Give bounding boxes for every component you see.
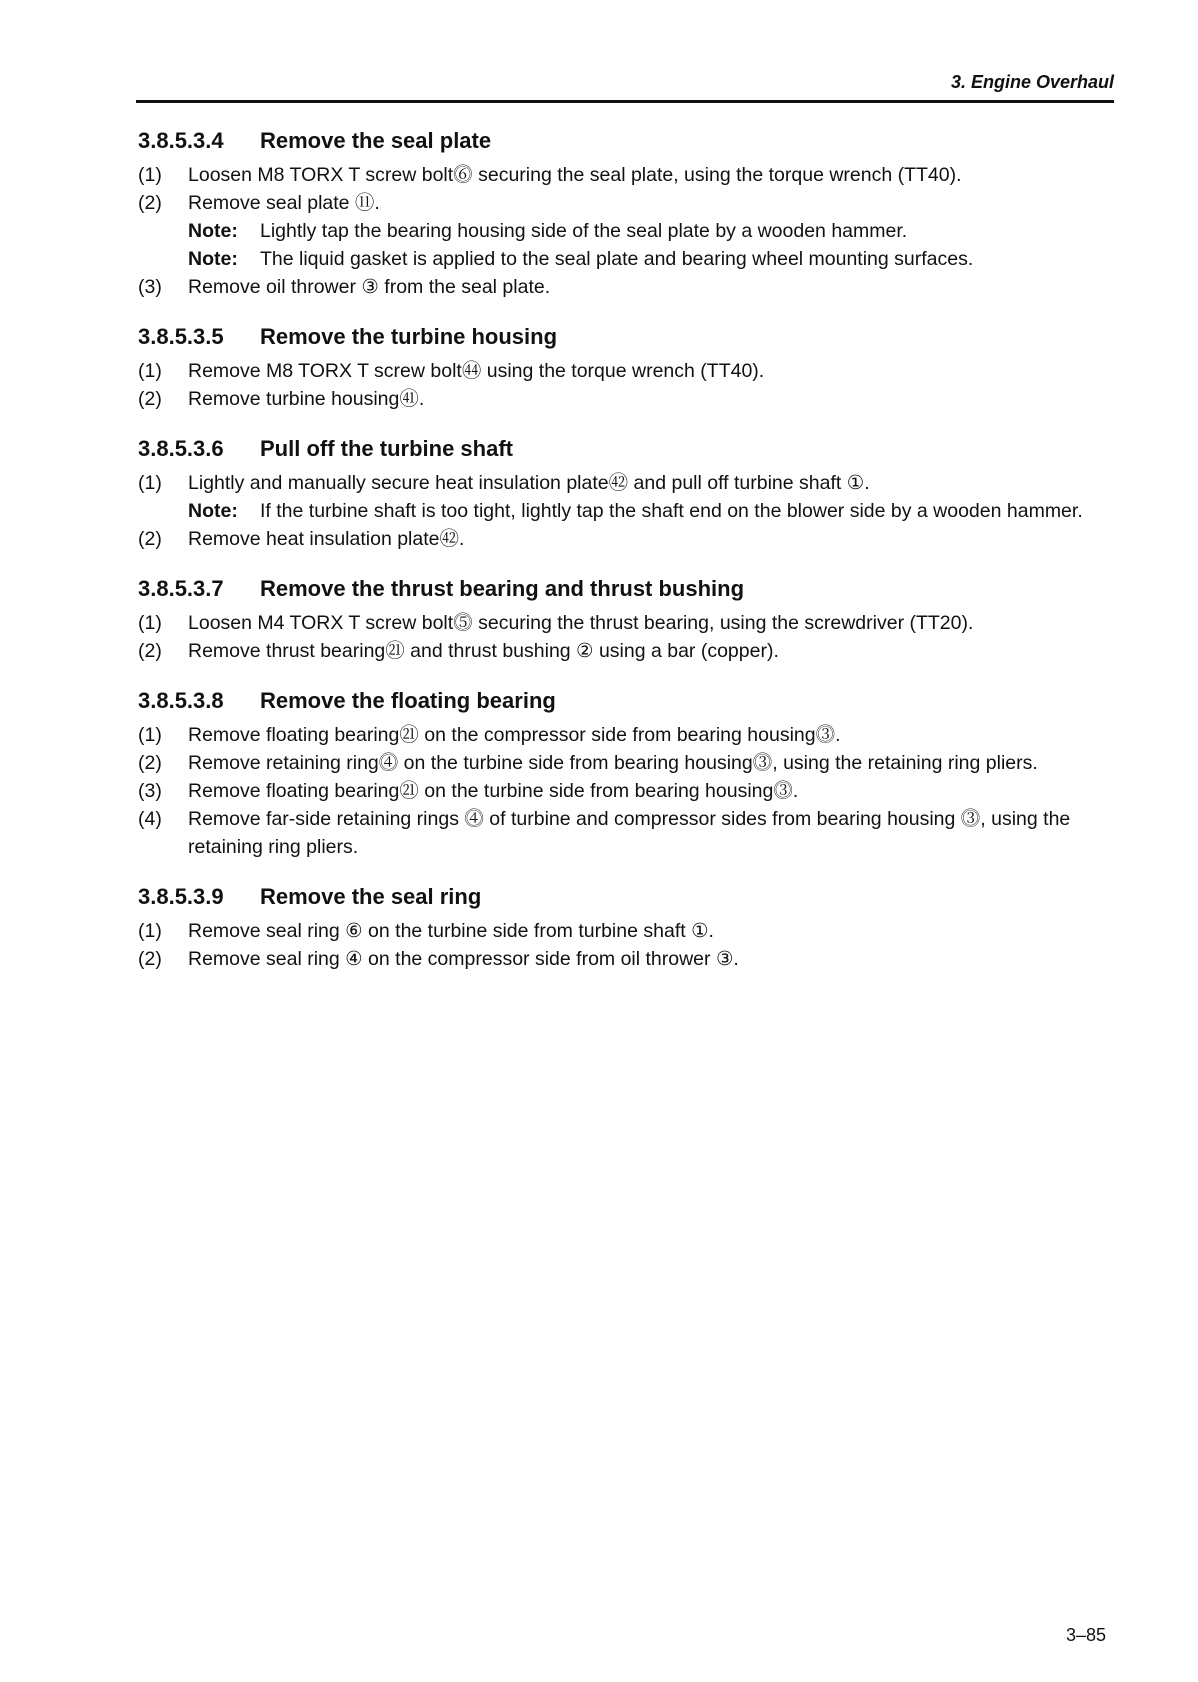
step-text: Lightly and manually secure heat insulation plate㊷ and pull off turbine shaft ①. — [188, 472, 870, 494]
step — [138, 637, 1118, 665]
section-heading: Remove the thrust bearing and thrust bushing — [260, 576, 745, 601]
section-title — [138, 434, 1118, 464]
section-heading: Remove the seal ring — [260, 884, 482, 909]
section-heading: Remove the seal plate — [260, 128, 492, 153]
note-text: Lightly tap the bearing housing side of the seal plate by a wooden hammer. — [260, 220, 908, 242]
section — [138, 322, 1118, 413]
step-text: Remove far-side retaining rings ⓸ of turbine and compressor sides from bearing housing ⓷, using the retaining ring pliers. — [188, 808, 1071, 858]
step — [138, 385, 1118, 413]
step — [138, 525, 1118, 553]
step-number: (3) — [138, 780, 162, 802]
step — [138, 273, 1118, 301]
step-body — [188, 357, 1118, 385]
step-body — [188, 945, 1118, 973]
step — [138, 749, 1118, 777]
step — [138, 189, 1118, 273]
step-text: Remove thrust bearing㉑ and thrust bushing ② using a bar (copper). — [188, 640, 779, 662]
note-text: The liquid gasket is applied to the seal plate and bearing wheel mounting surfaces. — [260, 248, 974, 270]
section-number: 3.8.5.3.8 — [138, 688, 224, 713]
step-body — [188, 273, 1118, 301]
section-title — [138, 882, 1118, 912]
step-text: Remove seal ring ⑥ on the turbine side from turbine shaft ①. — [188, 920, 714, 942]
step — [138, 945, 1118, 973]
step-body — [188, 637, 1118, 665]
step — [138, 721, 1118, 749]
step-number: (1) — [138, 724, 162, 746]
step-number: (1) — [138, 360, 162, 382]
step-number: (2) — [138, 528, 162, 550]
step-number: (2) — [138, 948, 162, 970]
section — [138, 434, 1118, 553]
section — [138, 574, 1118, 665]
step-text: Loosen M4 TORX T screw bolt⓹ securing the thrust bearing, using the screwdriver (TT20). — [188, 612, 974, 634]
step — [138, 917, 1118, 945]
step-number: (1) — [138, 164, 162, 186]
step-body — [188, 805, 1118, 861]
document-body — [138, 126, 1118, 994]
step-number: (2) — [138, 192, 162, 214]
note-label: Note: — [188, 248, 238, 270]
step — [138, 777, 1118, 805]
section-number: 3.8.5.3.6 — [138, 436, 224, 461]
step-body — [188, 721, 1118, 749]
step — [138, 609, 1118, 637]
section-number: 3.8.5.3.4 — [138, 128, 224, 153]
section — [138, 686, 1118, 861]
step — [138, 469, 1118, 525]
section-number: 3.8.5.3.9 — [138, 884, 224, 909]
step-number: (4) — [138, 808, 162, 830]
step-body — [188, 469, 1118, 525]
section-heading: Remove the floating bearing — [260, 688, 556, 713]
section-title — [138, 574, 1118, 604]
section-title — [138, 322, 1118, 352]
section-number: 3.8.5.3.5 — [138, 324, 224, 349]
step-text: Remove seal plate ⑪. — [188, 192, 380, 214]
step-text: Remove seal ring ④ on the compressor side from oil thrower ③. — [188, 948, 739, 970]
chapter-title: 3. Engine Overhaul — [950, 72, 1114, 92]
section — [138, 126, 1118, 301]
step-text: Remove heat insulation plate㊷. — [188, 528, 465, 550]
note — [188, 217, 1118, 245]
note-text: If the turbine shaft is too tight, lightly tap the shaft end on the blower side by a wooden hammer. — [260, 500, 1083, 522]
step-text: Remove retaining ring⓸ on the turbine side from bearing housing⓷, using the retaining ring pliers. — [188, 752, 1038, 774]
step-text: Remove floating bearing㉑ on the compressor side from bearing housing⓷. — [188, 724, 841, 746]
section-heading: Pull off the turbine shaft — [260, 436, 513, 461]
step-number: (1) — [138, 612, 162, 634]
step-body — [188, 777, 1118, 805]
page-header — [136, 70, 1114, 103]
step-number: (3) — [138, 276, 162, 298]
step — [138, 161, 1118, 189]
step-number: (1) — [138, 472, 162, 494]
section-title — [138, 686, 1118, 716]
step-body — [188, 385, 1118, 413]
step-body — [188, 525, 1118, 553]
section-title — [138, 126, 1118, 156]
section-heading: Remove the turbine housing — [260, 324, 558, 349]
note — [188, 245, 1118, 273]
step-number: (2) — [138, 752, 162, 774]
step-body — [188, 161, 1118, 189]
note — [188, 497, 1118, 525]
step-text: Remove floating bearing㉑ on the turbine side from bearing housing⓷. — [188, 780, 799, 802]
section — [138, 882, 1118, 973]
step-body — [188, 749, 1118, 777]
step-text: Remove turbine housing㊶. — [188, 388, 425, 410]
step-number: (1) — [138, 920, 162, 942]
step-text: Remove M8 TORX T screw bolt㊹ using the torque wrench (TT40). — [188, 360, 765, 382]
page-number: 3–85 — [1066, 1625, 1107, 1645]
step-body — [188, 917, 1118, 945]
note-label: Note: — [188, 500, 238, 522]
step-text: Loosen M8 TORX T screw bolt⓺ securing the seal plate, using the torque wrench (TT40). — [188, 164, 962, 186]
step-text: Remove oil thrower ③ from the seal plate. — [188, 276, 551, 298]
note-label: Note: — [188, 220, 238, 242]
step — [138, 805, 1118, 861]
step — [138, 357, 1118, 385]
step-body — [188, 189, 1118, 273]
step-number: (2) — [138, 388, 162, 410]
step-body — [188, 609, 1118, 637]
step-number: (2) — [138, 640, 162, 662]
section-number: 3.8.5.3.7 — [138, 576, 224, 601]
